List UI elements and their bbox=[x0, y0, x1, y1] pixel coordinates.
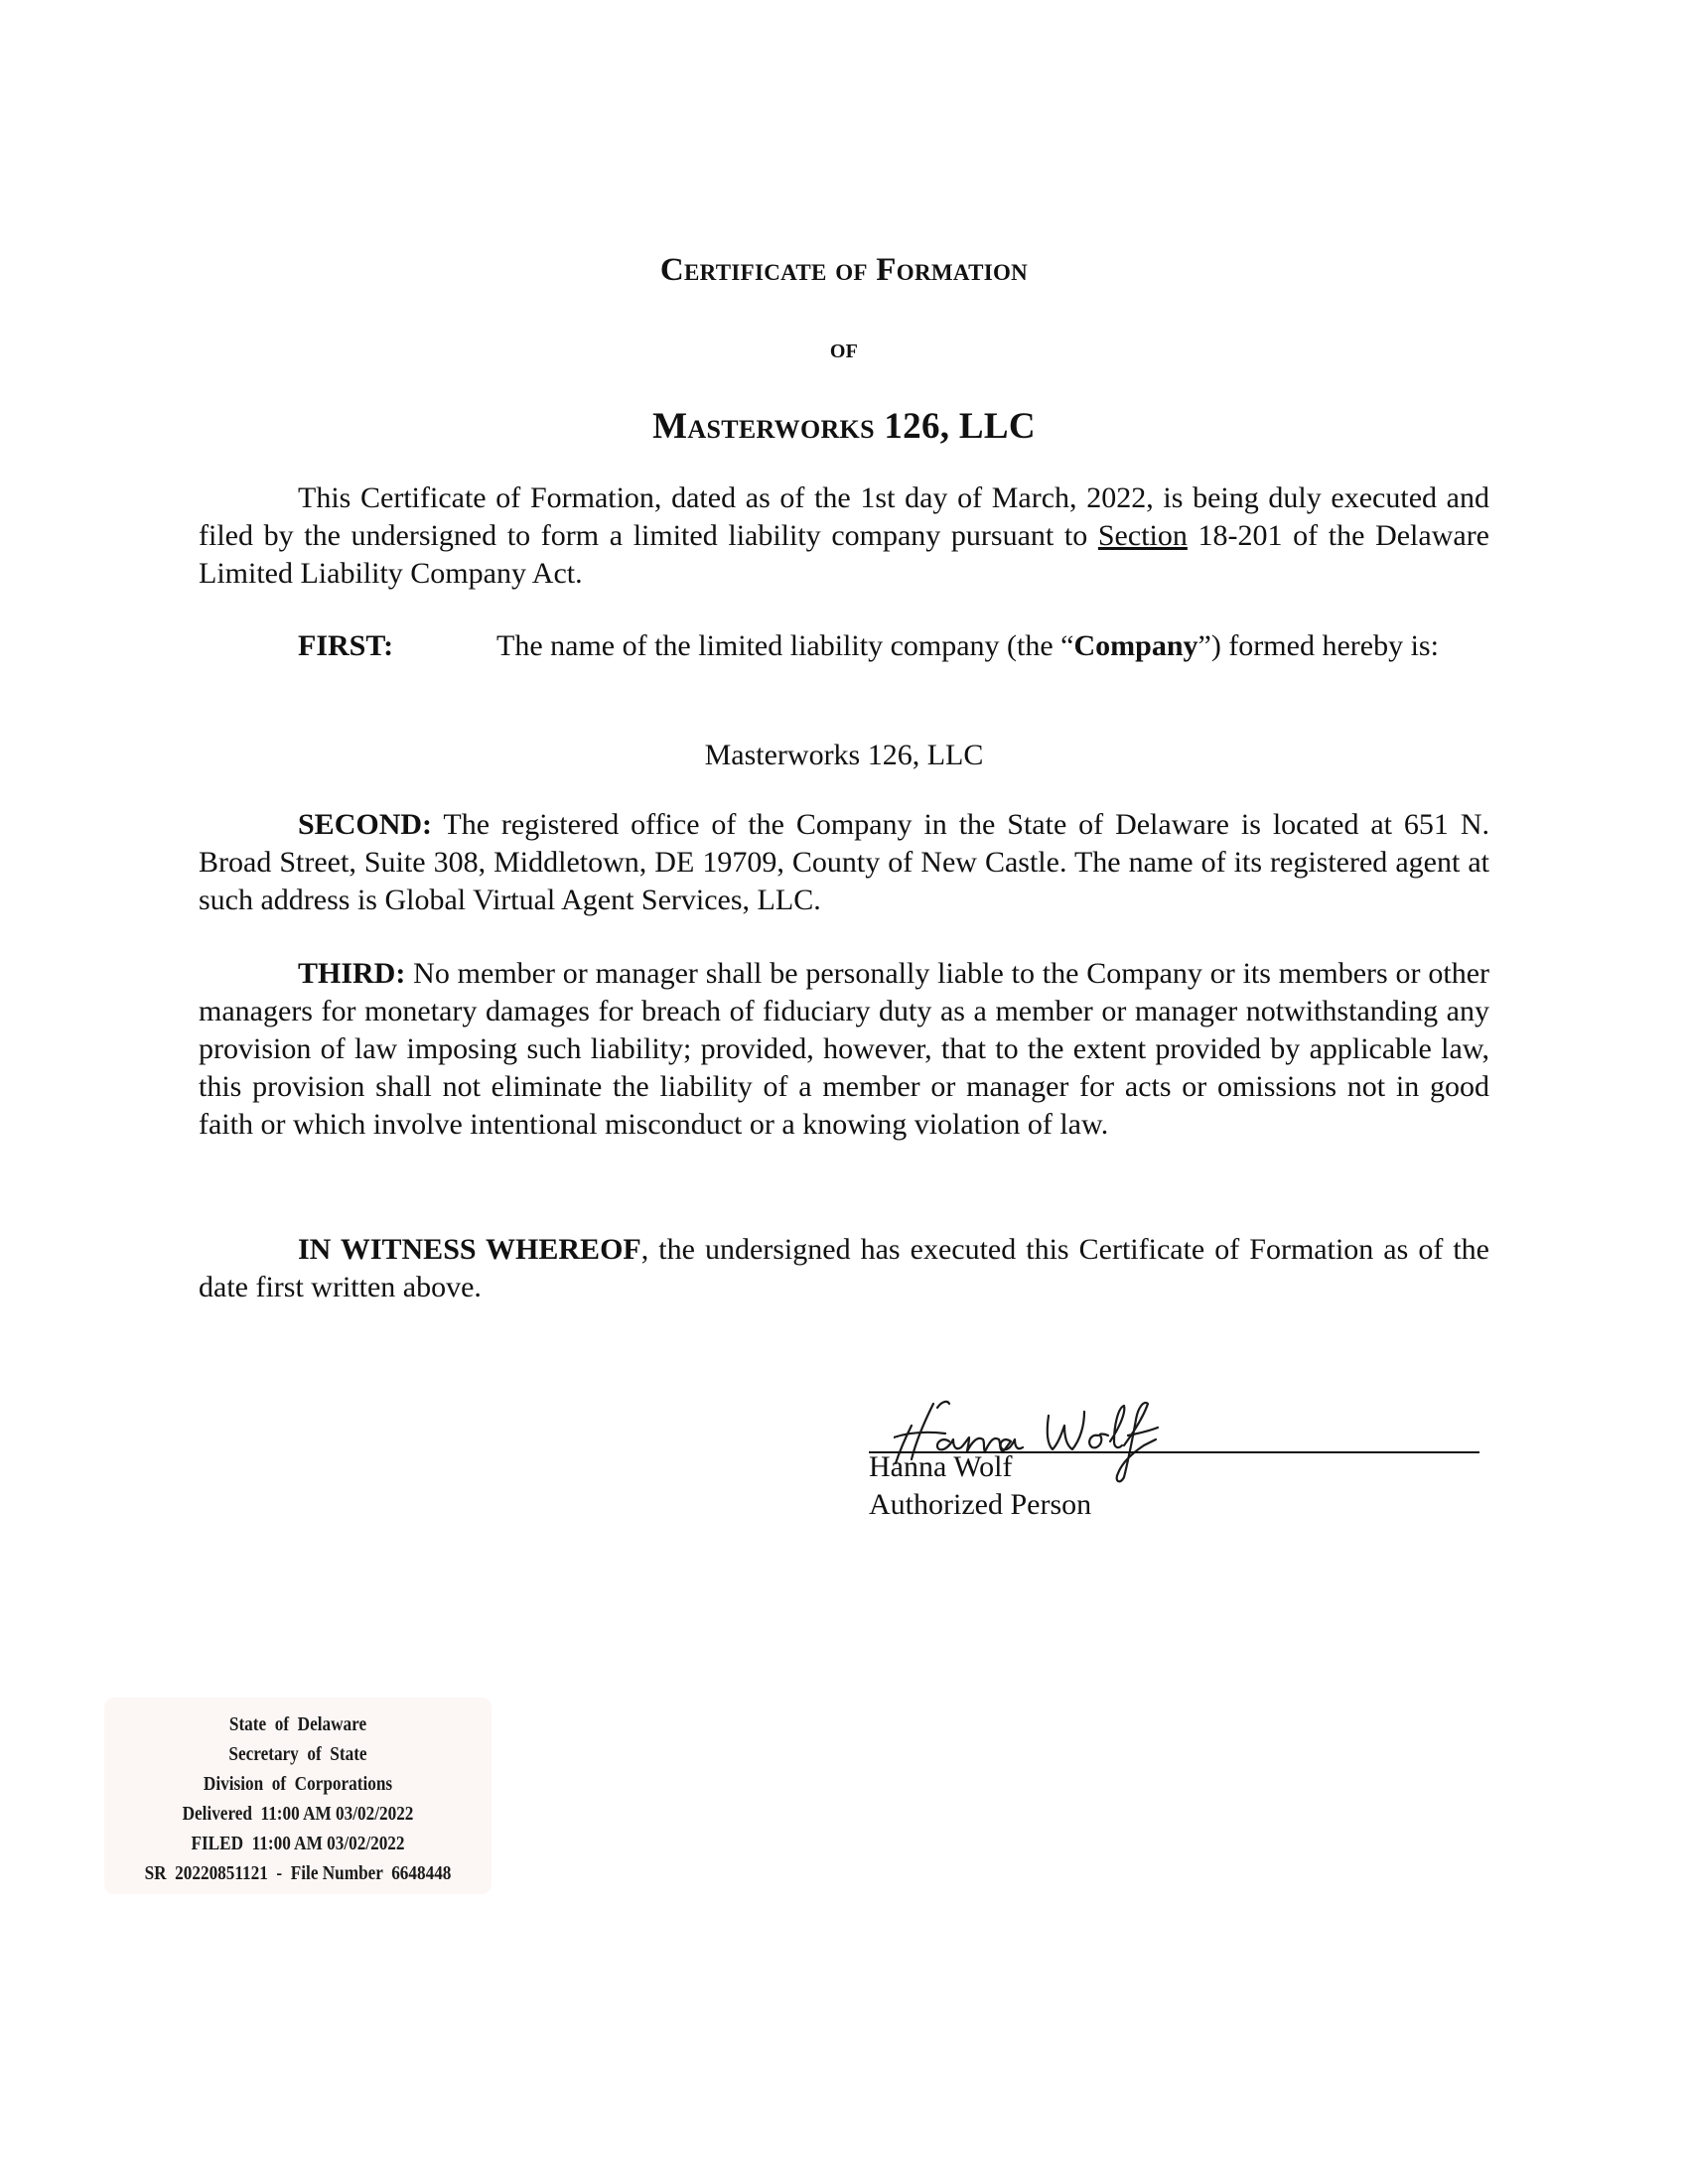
witness-paragraph bbox=[199, 1231, 1489, 1306]
document-title-of: of bbox=[829, 334, 859, 364]
stamp-division: Division of Corporations bbox=[203, 1773, 393, 1795]
filing-stamp bbox=[104, 1698, 492, 1894]
intro-text-end: 18-201 of the Delaware Limited Liability Company Act. bbox=[199, 519, 1489, 590]
stamp-secretary: Secretary of State bbox=[228, 1743, 367, 1765]
first-paragraph bbox=[199, 627, 1489, 665]
second-paragraph bbox=[199, 806, 1489, 919]
second-text: The registered office of the Company in the State of Delaware is located at 651 N. Broad Street, Suite 308, Middletown, DE 19709, County of New Castle. The name of its registered agent at such address is Global Virtual Agent Services, LLC. bbox=[199, 808, 1489, 916]
witness-label: IN WITNESS WHEREOF bbox=[298, 1233, 641, 1266]
section-link[interactable]: Section bbox=[1097, 519, 1188, 552]
second-label: SECOND: bbox=[298, 808, 433, 841]
signer-title: Authorized Person bbox=[869, 1488, 1092, 1521]
signer-name: Hanna Wolf bbox=[869, 1450, 1013, 1483]
third-label: THIRD: bbox=[298, 957, 406, 990]
intro-text-start: This Certificate of Formation, dated as of the 1st day of March, 2022, is being duly executed and filed by the undersigned to form a limited liability company pursuant to bbox=[199, 481, 1489, 552]
defined-term-company: Company bbox=[1073, 629, 1198, 662]
third-paragraph bbox=[199, 955, 1489, 1144]
company-title: Masterworks 126, LLC bbox=[652, 406, 1036, 447]
first-label: FIRST: bbox=[298, 629, 394, 662]
document-title: Certificate of Formation bbox=[659, 252, 1029, 288]
stamp-filed: FILED 11:00 AM 03/02/2022 bbox=[191, 1833, 405, 1854]
stamp-file-number: SR 20220851121 - File Number 6648448 bbox=[144, 1862, 452, 1884]
third-text: No member or manager shall be personally liable to the Company or its members or other managers for monetary damages for breach of fiduciary duty as a member or manager notwithstanding any provision of law imposing such liability; provided, however, that to the extent provided by applicable law, this provision shall not eliminate the liability of a member or manager for acts or omissions not in good faith or which involve intentional misconduct or a knowing violation of law. bbox=[199, 957, 1489, 1141]
stamp-delivered: Delivered 11:00 AM 03/02/2022 bbox=[182, 1803, 414, 1825]
signature-block bbox=[864, 1380, 1479, 1529]
intro-paragraph bbox=[199, 479, 1489, 593]
witness-text: , the undersigned has executed this Certificate of Formation as of the date first written above. bbox=[199, 1233, 1489, 1303]
company-name: Masterworks 126, LLC bbox=[704, 739, 984, 771]
first-text-end: ”) formed hereby is: bbox=[1197, 629, 1439, 662]
first-text-start: The name of the limited liability company (the “ bbox=[496, 629, 1074, 662]
stamp-state: State of Delaware bbox=[228, 1713, 367, 1735]
